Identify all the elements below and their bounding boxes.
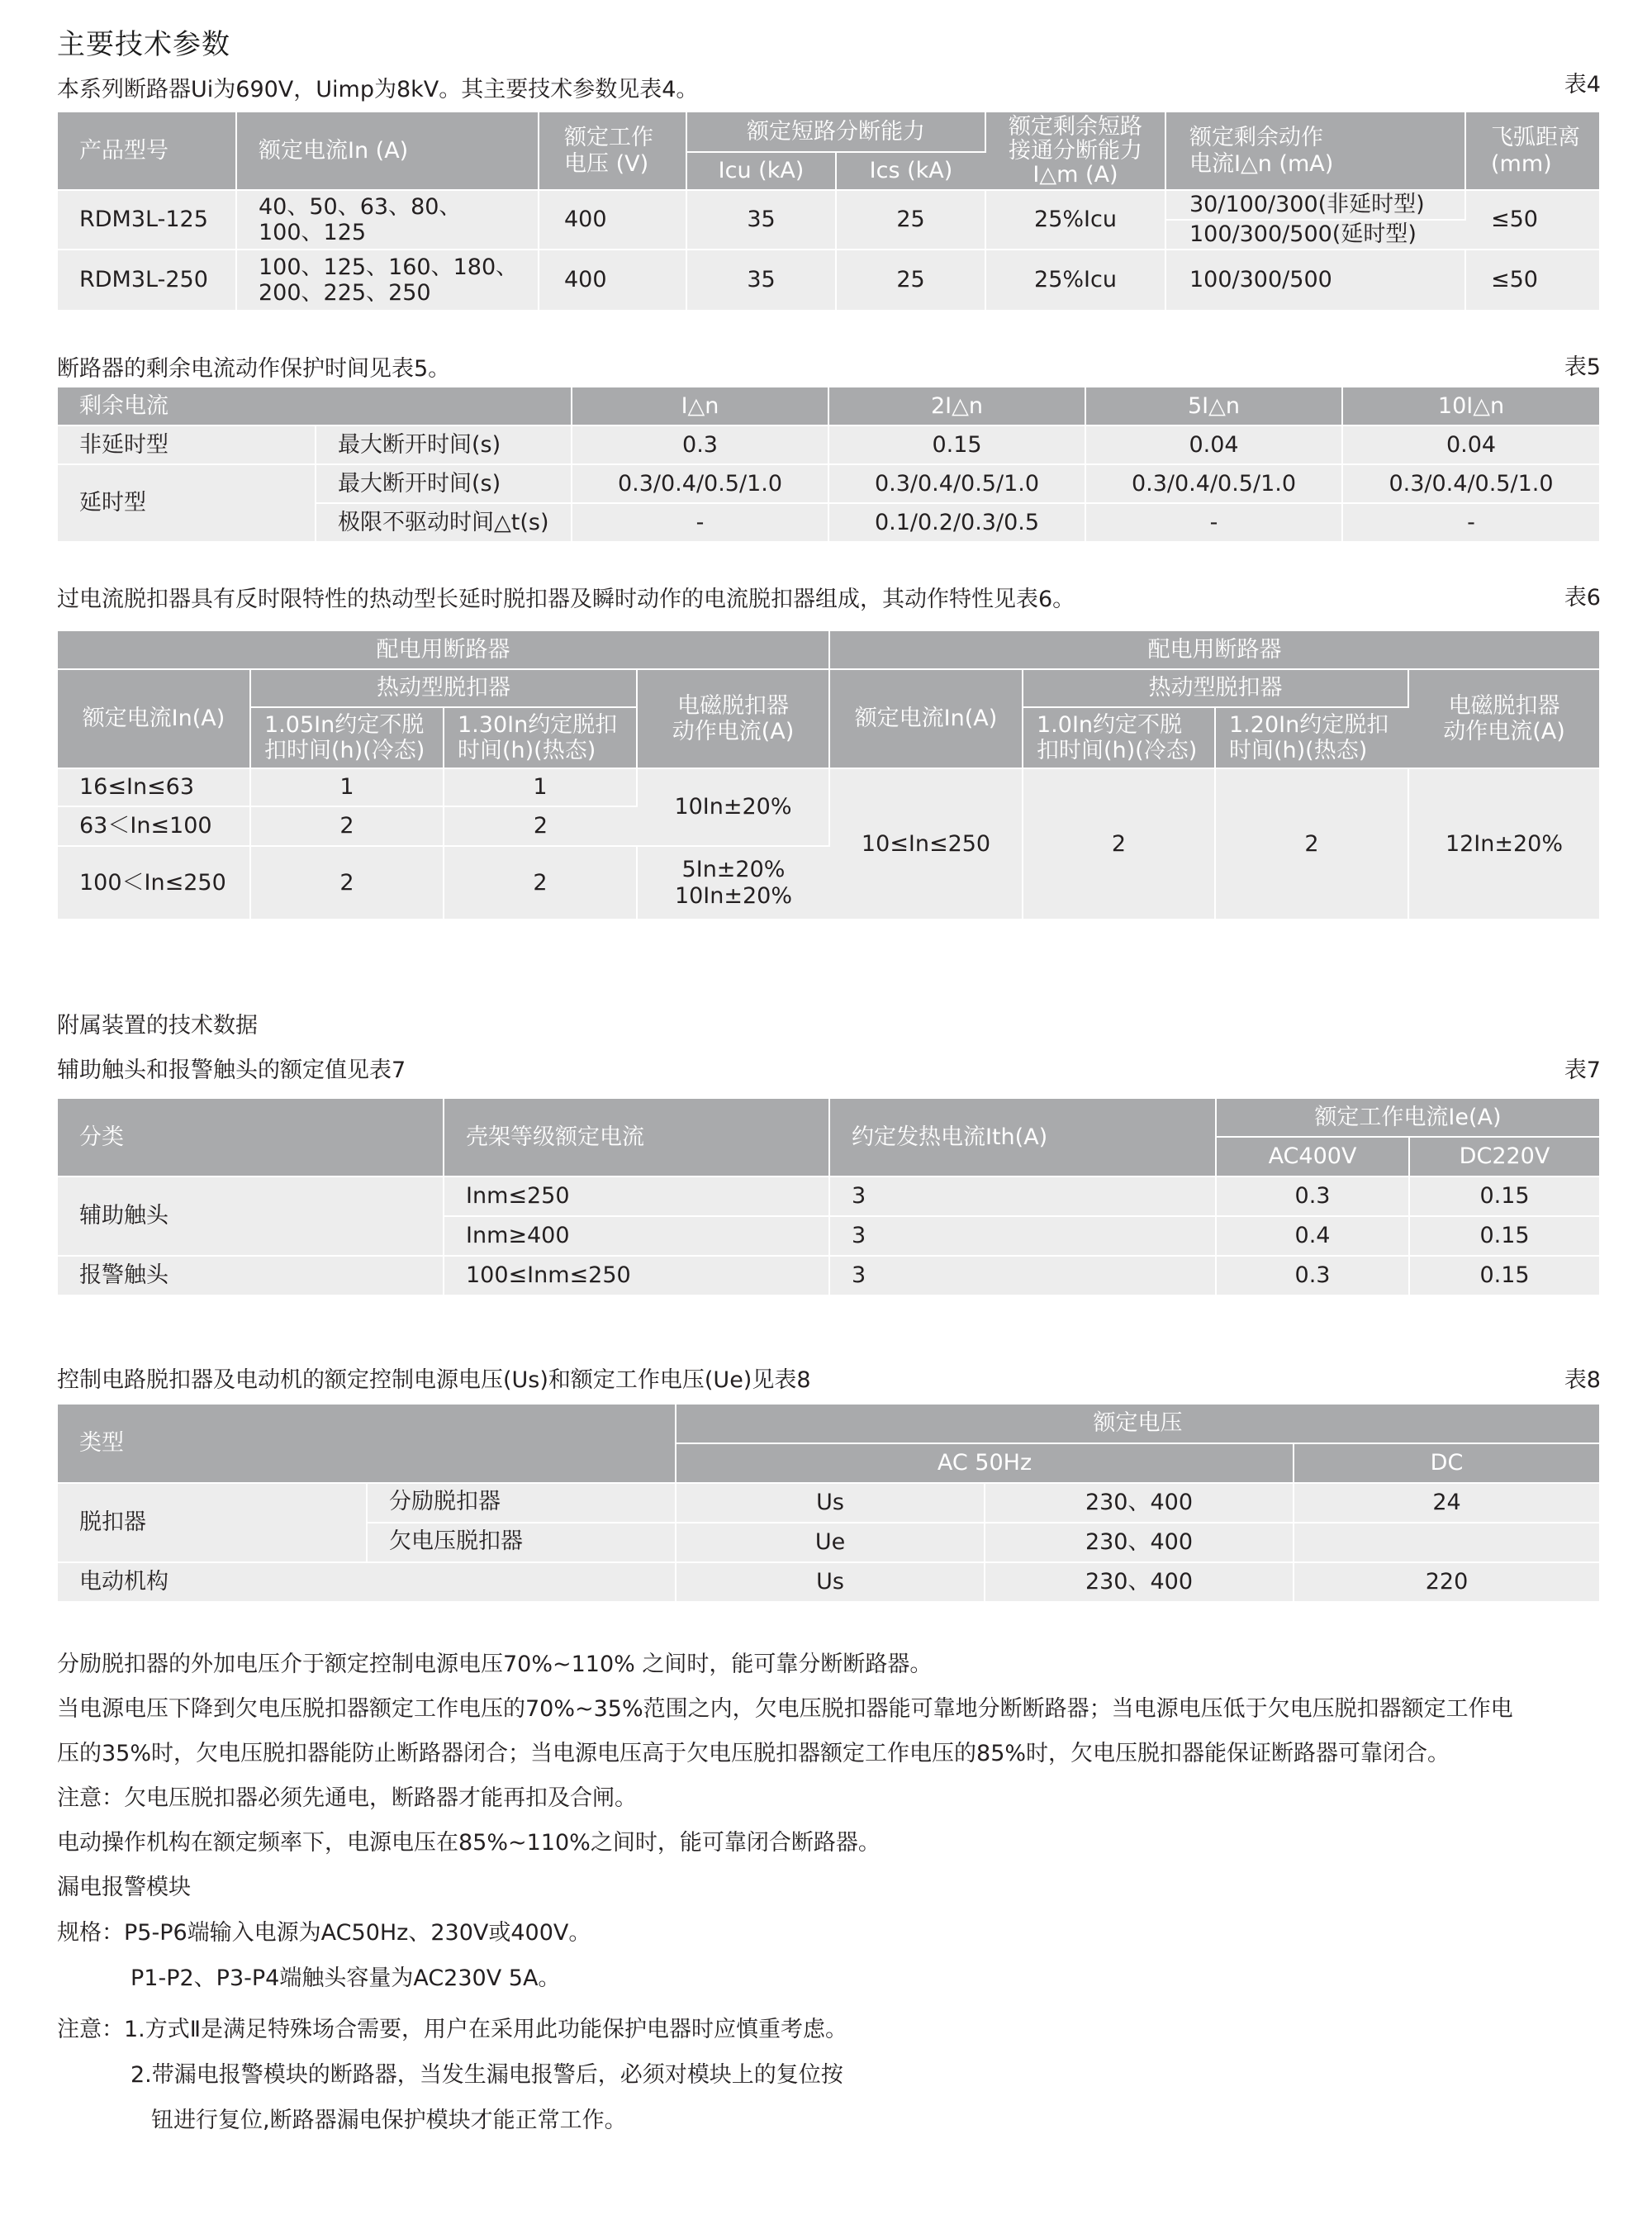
note-caution-3: 钮进行复位,断路器漏电保护模块才能正常工作。 (151, 2108, 627, 2133)
header-rated-voltage: 额定工作 电压 (V) (539, 112, 686, 190)
cell-value: - (1085, 503, 1342, 542)
cell-max-break-time: 最大断开时间(s) (316, 425, 572, 464)
cell-undervoltage-release: 欠电压脱扣器 (367, 1523, 676, 1562)
header-5i-dn: 5I△n (1085, 387, 1342, 425)
cell-dc-voltage (1294, 1523, 1599, 1562)
header-model: 产品型号 (58, 112, 236, 190)
header-distribution-breaker-right: 配电用断路器 (829, 631, 1599, 669)
header-category: 分类 (58, 1099, 444, 1176)
header-i-dn: I△n (572, 387, 828, 425)
note-undervoltage-1: 当电源电压下降到欠电压脱扣器额定工作电压的70%~35%范围之内，欠电压脱扣器能可靠地分断断路器；当电源电压低于欠电压脱扣器额定工作电 (57, 1696, 1513, 1722)
header-rated-voltage: 额定电压 (676, 1405, 1599, 1443)
cell-dc-voltage: 24 (1294, 1483, 1599, 1523)
cell-value: 0.04 (1342, 425, 1599, 464)
cell-residual-operating: 100/300/500 (1165, 250, 1465, 311)
cell-ac-voltage: 230、400 (985, 1562, 1294, 1602)
header-icu: Icu (kA) (686, 152, 836, 190)
table-6 (58, 631, 1599, 920)
header-ics: Ics (kA) (836, 152, 985, 190)
table5-intro: 断路器的剩余电流动作保护时间见表5。 (57, 356, 451, 382)
header-ith: 约定发热电流Ith(A) (829, 1099, 1216, 1176)
header-frame-current: 壳架等级额定电流 (444, 1099, 829, 1176)
cell-frame: Inm≤250 (444, 1176, 829, 1216)
table8-intro: 控制电路脱扣器及电动机的额定控制电源电压(Us)和额定工作电压(Ue)见表8 (57, 1367, 811, 1393)
header-residual-making: 额定剩余短路 接通分断能力 I△m (A) (985, 112, 1165, 190)
cell-value: 0.15 (828, 425, 1085, 464)
cell-model: RDM3L-125 (58, 190, 236, 250)
header-rated-current: 额定电流In (A) (236, 112, 539, 190)
cell-max-break-time: 最大断开时间(s) (316, 464, 572, 503)
row-label-auxiliary-contact: 辅助触头 (58, 1176, 444, 1256)
cell-arc: ≤50 (1465, 250, 1599, 311)
cell-residual-making: 25%Icu (985, 250, 1165, 311)
header-10i-dn: 10I△n (1342, 387, 1599, 425)
header-ac-50hz: AC 50Hz (676, 1443, 1294, 1483)
cell-residual-making: 25%Icu (985, 190, 1165, 250)
header-arc-distance: 飞弧距离 (mm) (1465, 112, 1599, 190)
cell-cold: 2 (250, 846, 444, 920)
cell-hot: 1 (444, 768, 637, 806)
cell-current: 100、125、160、180、 200、225、250 (236, 250, 539, 311)
cell-arc: ≤50 (1465, 190, 1599, 250)
note-caution-2: 2.带漏电报警模块的断路器，当发生漏电报警后，必须对模块上的复位按 (131, 2062, 843, 2088)
cell-value: - (1342, 503, 1599, 542)
header-breaking-capacity: 额定短路分断能力 (686, 112, 985, 152)
cell-cold: 2 (1023, 768, 1215, 920)
cell-ac-voltage: 230、400 (985, 1483, 1294, 1523)
cell-frame: 100≤Inm≤250 (444, 1256, 829, 1295)
cell-symbol: Us (676, 1562, 985, 1602)
note-motor-operation: 电动操作机构在额定频率下，电源电压在85%~110%之间时，能可靠闭合断路器。 (57, 1830, 881, 1856)
header-hot-state: 1.20In约定脱扣 时间(h)(热态) (1215, 707, 1408, 768)
cell-ac: 0.3 (1216, 1176, 1409, 1216)
table5-label: 表5 (1564, 354, 1601, 380)
cell-ith: 3 (829, 1176, 1216, 1216)
cell-hot: 2 (444, 806, 637, 846)
cell-icu: 35 (686, 250, 836, 311)
header-cold-state: 1.05In约定不脱 扣时间(h)(冷态) (250, 707, 444, 768)
header-hot-state: 1.30In约定脱扣 时间(h)(热态) (444, 707, 637, 768)
table-8 (58, 1405, 1599, 1603)
header-dc: DC (1294, 1443, 1599, 1483)
cell-ac: 0.4 (1216, 1216, 1409, 1256)
table-7 (58, 1099, 1599, 1296)
cell-value: 0.3/0.4/0.5/1.0 (572, 464, 828, 503)
cell-dc: 0.15 (1409, 1216, 1599, 1256)
page-title: 主要技术参数 (57, 28, 230, 61)
note-leakage-alarm-title: 漏电报警模块 (57, 1875, 191, 1900)
cell-symbol: Ue (676, 1523, 985, 1562)
header-residual-operating: 额定剩余动作 电流I△n (mA) (1165, 112, 1465, 190)
header-ac400v: AC400V (1216, 1137, 1409, 1176)
cell-shunt-release: 分励脱扣器 (367, 1483, 676, 1523)
note-shunt-voltage: 分励脱扣器的外加电压介于额定控制电源电压70%~110% 之间时，能可靠分断断路器。 (57, 1652, 933, 1677)
cell-limit-nondrive-time: 极限不驱动时间△t(s) (316, 503, 572, 542)
header-distribution-breaker-left: 配电用断路器 (58, 631, 829, 669)
table7-intro: 辅助触头和报警触头的额定值见表7 (57, 1058, 406, 1083)
header-residual-current: 剩余电流 (58, 387, 572, 425)
header-magnetic-release: 电磁脱扣器 动作电流(A) (637, 669, 829, 768)
header-thermal-release: 热动型脱扣器 (1023, 669, 1408, 707)
table7-label: 表7 (1564, 1058, 1601, 1083)
cell-magnetic: 10In±20% (637, 768, 829, 846)
cell-ics: 25 (836, 250, 985, 311)
table-4 (58, 112, 1599, 311)
cell-residual-nondelay: 30/100/300(非延时型) (1165, 190, 1465, 220)
cell-value: 0.3 (572, 425, 828, 464)
table-5 (58, 387, 1599, 543)
table4-label: 表4 (1564, 72, 1601, 97)
cell-current-range: 63＜In≤100 (58, 806, 250, 846)
header-cold-state: 1.0In约定不脱 扣时间(h)(冷态) (1023, 707, 1215, 768)
cell-dc-voltage: 220 (1294, 1562, 1599, 1602)
note-attention: 注意：欠电压脱扣器必须先通电，断路器才能再扣及合闸。 (57, 1785, 637, 1811)
cell-value: 0.3/0.4/0.5/1.0 (828, 464, 1085, 503)
row-label-nondelay: 非延时型 (58, 425, 316, 464)
cell-current-range: 100＜In≤250 (58, 846, 250, 920)
cell-ith: 3 (829, 1216, 1216, 1256)
cell-cold: 1 (250, 768, 444, 806)
cell-cold: 2 (250, 806, 444, 846)
note-caution-1: 注意：1.方式Ⅱ是满足特殊场合需要，用户在采用此功能保护电器时应慎重考虑。 (57, 2017, 848, 2042)
section-title: 附属装置的技术数据 (57, 1013, 258, 1039)
cell-dc: 0.15 (1409, 1256, 1599, 1295)
cell-value: 0.1/0.2/0.3/0.5 (828, 503, 1085, 542)
cell-voltage: 400 (539, 190, 686, 250)
cell-dc: 0.15 (1409, 1176, 1599, 1216)
cell-residual-delay: 100/300/500(延时型) (1165, 220, 1465, 250)
cell-value: 0.3/0.4/0.5/1.0 (1342, 464, 1599, 503)
cell-symbol: Us (676, 1483, 985, 1523)
cell-ics: 25 (836, 190, 985, 250)
row-label-motor-mechanism: 电动机构 (58, 1562, 676, 1602)
header-rated-current: 额定电流In(A) (829, 669, 1023, 768)
cell-current-range: 16≤In≤63 (58, 768, 250, 806)
cell-ith: 3 (829, 1256, 1216, 1295)
cell-magnetic: 5In±20% 10In±20% (637, 846, 829, 920)
row-label-alarm-contact: 报警触头 (58, 1256, 444, 1295)
cell-current-range: 10≤In≤250 (829, 768, 1023, 920)
table6-intro: 过电流脱扣器具有反时限特性的热动型长延时脱扣器及瞬时动作的电流脱扣器组成，其动作特性见表6。 (57, 587, 1075, 612)
header-type: 类型 (58, 1405, 676, 1483)
row-label-release: 脱扣器 (58, 1483, 367, 1562)
table6-label: 表6 (1564, 585, 1601, 611)
header-rated-operating-current: 额定工作电流Ie(A) (1216, 1099, 1599, 1137)
cell-ac: 0.3 (1216, 1256, 1409, 1295)
note-spec-1: 规格：P5-P6端输入电源为AC50Hz、230V或400V。 (57, 1920, 591, 1946)
cell-current: 40、50、63、80、 100、125 (236, 190, 539, 250)
table8-label: 表8 (1564, 1367, 1601, 1393)
header-magnetic-release: 电磁脱扣器 动作电流(A) (1408, 669, 1599, 768)
cell-hot: 2 (1215, 768, 1408, 920)
table4-intro: 本系列断路器Ui为690V，Uimp为8kV。其主要技术参数见表4。 (57, 77, 699, 102)
header-rated-current: 额定电流In(A) (58, 669, 250, 768)
cell-value: - (572, 503, 828, 542)
cell-hot: 2 (444, 846, 637, 920)
row-label-delay: 延时型 (58, 464, 316, 542)
header-dc220v: DC220V (1409, 1137, 1599, 1176)
cell-ac-voltage: 230、400 (985, 1523, 1294, 1562)
note-undervoltage-2: 压的35%时，欠电压脱扣器能防止断路器闭合；当电源电压高于欠电压脱扣器额定工作电压的85%时，欠电压脱扣器能保证断路器可靠闭合。 (57, 1741, 1450, 1766)
cell-icu: 35 (686, 190, 836, 250)
cell-value: 0.3/0.4/0.5/1.0 (1085, 464, 1342, 503)
note-spec-2: P1-P2、P3-P4端触头容量为AC230V 5A。 (131, 1965, 561, 1991)
cell-frame: Inm≥400 (444, 1216, 829, 1256)
cell-value: 0.04 (1085, 425, 1342, 464)
header-thermal-release: 热动型脱扣器 (250, 669, 637, 707)
cell-voltage: 400 (539, 250, 686, 311)
cell-model: RDM3L-250 (58, 250, 236, 311)
header-2i-dn: 2I△n (828, 387, 1085, 425)
cell-magnetic: 12In±20% (1408, 768, 1599, 920)
